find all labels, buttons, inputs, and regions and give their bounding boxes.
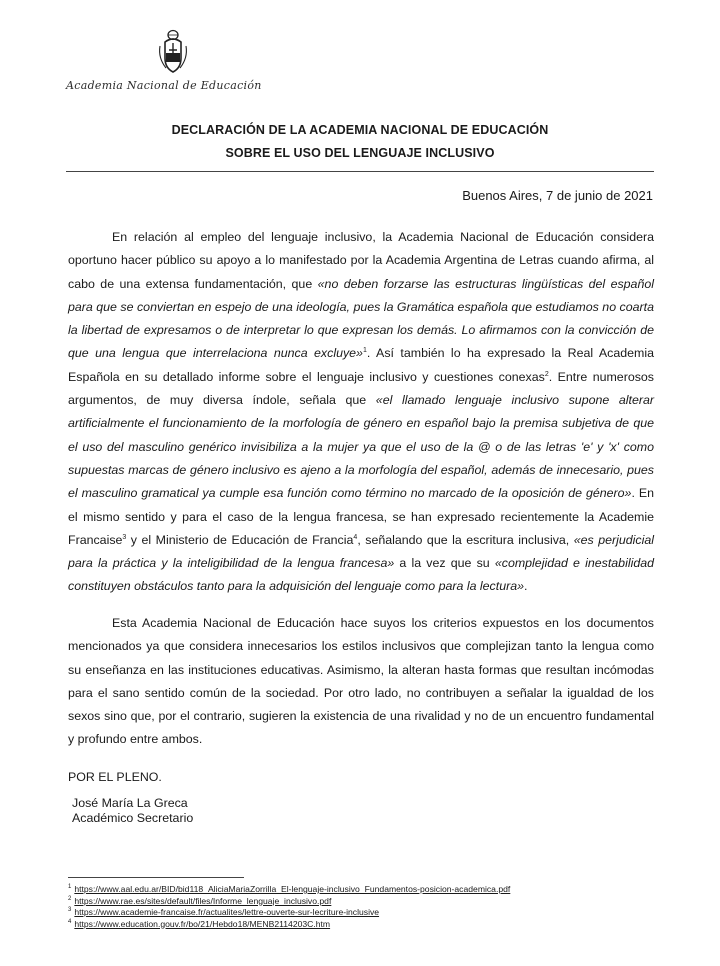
footnote-number: 3 <box>68 907 72 914</box>
document-title-line-1: DECLARACIÓN DE LA ACADEMIA NACIONAL DE EDUCACIÓN <box>171 123 549 137</box>
footnote-ref-2: 2 <box>544 370 549 378</box>
footnote-link-1[interactable]: https://www.aal.edu.ar/BID/bid118_AliciaMariaZorrilla_El-lenguaje-inclusivo_Fundamentos-posicion-academica.pdf <box>74 884 511 894</box>
footnote-link-4[interactable]: https://www.education.gouv.fr/bo/21/Hebdo18/MENB2114203C.htm <box>74 918 331 929</box>
quote-aal: «no deben forzarse las estructuras lingüísticas del español para que se conviertan en espejo de una ideología, pues la Gramática española que estudiamos no coarta la libertad de expresamos o de interpretar lo que expresan los demás. Lo afirmamos con la convicción de que una lengua que interrelaciona nunca excluye» <box>68 276 654 361</box>
p1-text-f: , señalando que la escritura inclusiva, <box>357 532 574 547</box>
footnote-ref-3: 3 <box>122 533 127 541</box>
footnote-ref-4: 4 <box>353 533 358 541</box>
paragraph-1 <box>68 226 654 599</box>
footnote-link-3[interactable]: https://www.academie-francaise.fr/actualites/lettre-ouverte-sur-lecriture-inclusive <box>74 907 380 917</box>
quote-rae: «el llamado lenguaje inclusivo supone alterar artificialmente el funcionamiento de la morfología de género en español bajo la premisa subjetiva de que el uso del masculino genérico invisibiliza a la mujer ya que el uso de la @ o de las letras 'e' y 'x' como supuestas marcas de género inclusivo es ajeno a la morfología del español, además de innecesario, pues el masculino gramatical ya cumple esa función como término no marcado de la oposición de género» <box>68 393 655 501</box>
p1-text-h: . <box>524 579 528 594</box>
p1-text-a: En relación al empleo del lenguaje inclusivo, la Academia Nacional de Educación considera oportuno hacer público su apoyo a lo manifestado por la Academia Argentina de Letras cuando afirma, al cabo de una extensa fundamentación, que <box>68 230 654 291</box>
paragraph-2 <box>68 612 654 752</box>
document-title-line-2: SOBRE EL USO DEL LENGUAJE INCLUSIVO <box>225 146 495 160</box>
p1-text-e: y el Ministerio de Educación de Francia <box>126 532 354 547</box>
p1-text-b: . Así también lo ha expresado la Real Academia Española en su detallado informe sobre el lenguaje inclusivo y cuestiones conexas <box>68 346 654 384</box>
footnote-ref-1: 1 <box>362 347 367 355</box>
signer-name: José María La Greca <box>72 796 188 810</box>
quote-francaise-1: «es perjudicial para la práctica y la inteligibilidad de la lengua francesa» <box>68 532 654 571</box>
quote-francaise-2: «complejidad e inestabilidad constituyen obstáculos tanto para la adquisición del lenguaje como para la lectura» <box>68 556 654 594</box>
p1-text-c: . Entre numerosos argumentos, de muy diversa índole, señala que <box>68 369 654 408</box>
document-date: Buenos Aires, 7 de junio de 2021 <box>462 188 653 203</box>
national-shield-logo-icon <box>156 28 190 76</box>
footnote-divider <box>68 877 244 878</box>
footnote-2 <box>68 896 668 908</box>
p1-text-g: a la vez que su <box>394 556 495 571</box>
closing-line: POR EL PLENO. <box>68 770 162 784</box>
footnote-4 <box>68 919 668 931</box>
footnote-1 <box>68 884 668 896</box>
footnotes-list <box>68 884 668 930</box>
organization-name: Academia Nacional de Educación <box>66 79 262 92</box>
title-divider <box>66 171 654 172</box>
footnote-3 <box>68 907 668 919</box>
p1-text-d: . En el mismo sentido y para el caso de la lengua francesa, se han expresado recientemente la Academie Francaise <box>68 486 654 547</box>
footnote-number: 2 <box>68 895 72 902</box>
p2-text: Esta Academia Nacional de Educación hace suyos los criterios expuestos en los documentos mencionados ya que considera innecesarios los estilos inclusivos que complejizan tanto la lengua como su enseñanza en las instituciones educativas. Asimismo, la alteran hasta formas que resultan incómodas para el sano sentido común de la sociedad. Por otro lado, no contribuyen a señalar la igualdad de los sexos sino que, por el contrario, sugieren la existencia de una rivalidad y no de un encuentro fundamental y profundo entre ambos. <box>68 616 654 747</box>
signer-role: Académico Secretario <box>72 811 194 825</box>
footnote-link-2[interactable]: https://www.rae.es/sites/default/files/Informe_lenguaje_inclusivo.pdf <box>74 895 332 906</box>
footnote-number: 1 <box>68 884 72 891</box>
footnote-number: 4 <box>68 918 72 925</box>
